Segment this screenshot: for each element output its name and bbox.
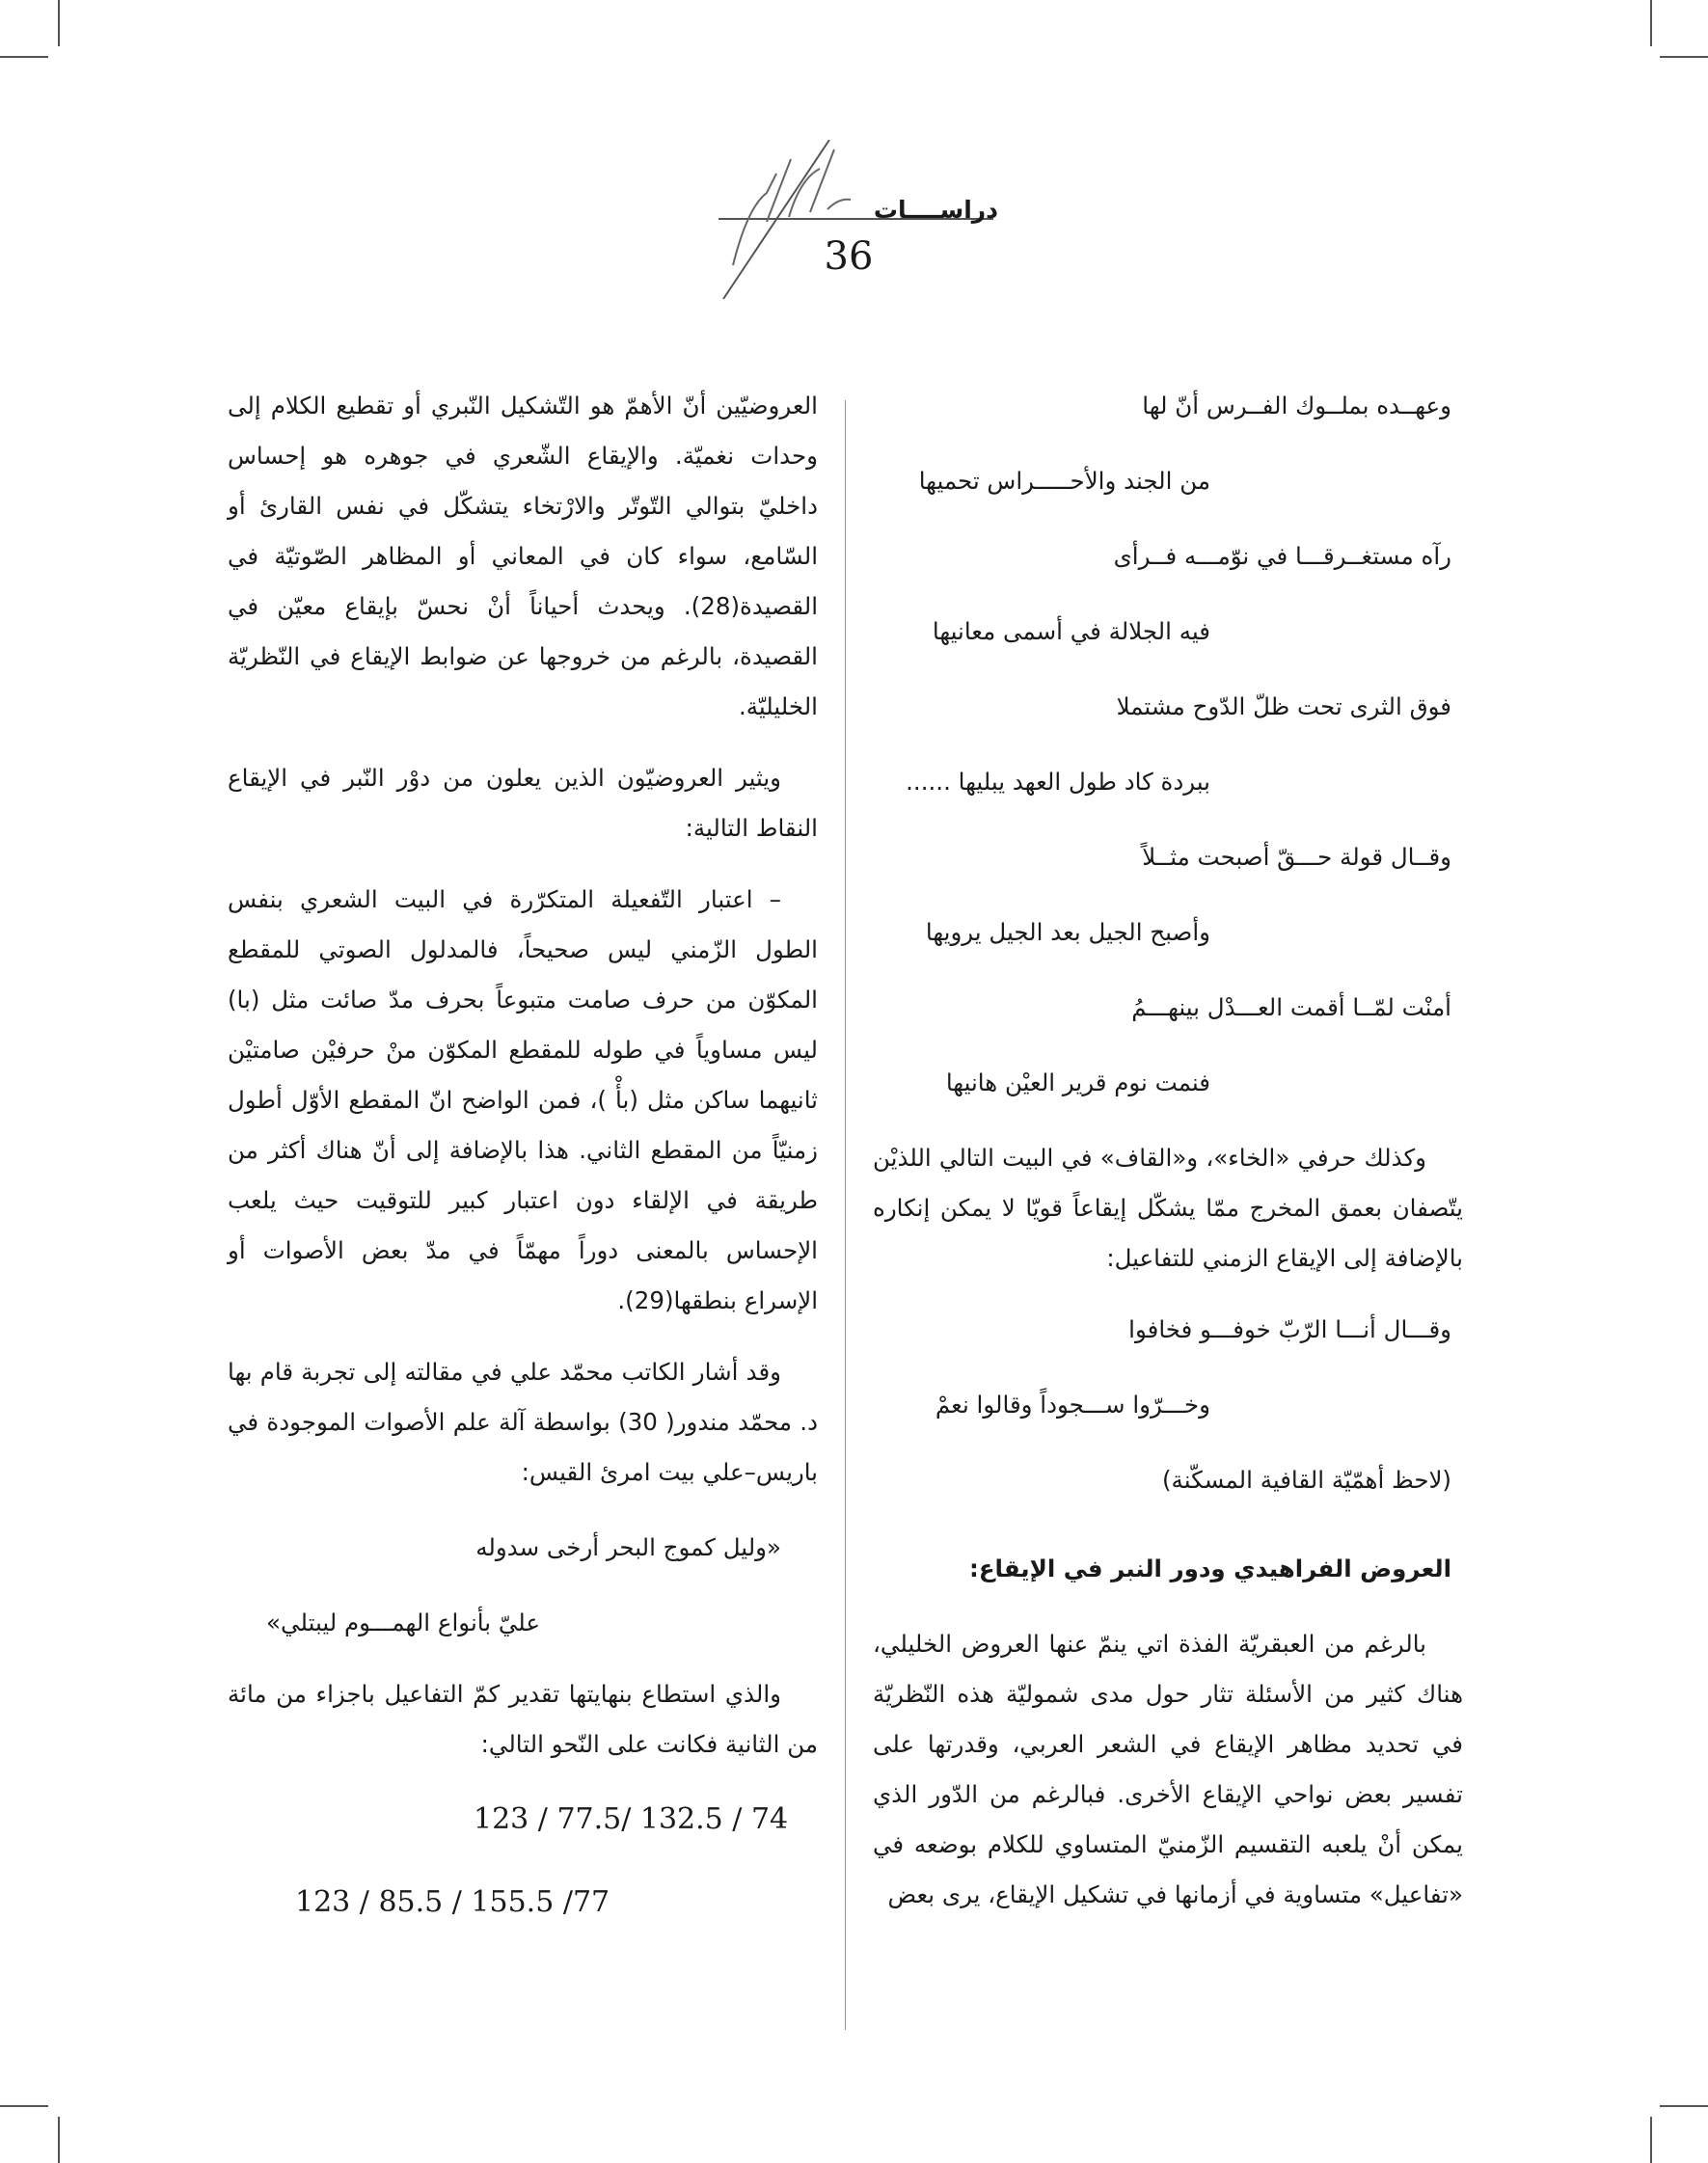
page-header bbox=[675, 140, 1042, 299]
verse-line: وعهــده بملــوك الفــرس أنّ لها bbox=[1142, 392, 1451, 419]
quote-line: عليّ بأنواع الهمـــوم ليبتلي» bbox=[266, 1609, 540, 1636]
quote-line: «وليل كموج البحر أرخى سدوله bbox=[475, 1533, 781, 1561]
crop-mark-bottom-right-v bbox=[1650, 2117, 1652, 2163]
crop-mark-bottom-left-h bbox=[0, 2105, 48, 2107]
verse-line: وقـــال أنـــا الرّبّ خوفـــو فخافوا bbox=[1128, 1315, 1451, 1343]
verse-line: من الجند والأحـــــراس تحميها bbox=[918, 467, 1210, 495]
measurement-values: 123 / 85.5 / 155.5 /77 bbox=[295, 1885, 610, 1919]
crop-mark-top-left-h bbox=[0, 56, 48, 58]
measurement-values: 123 / 77.5/ 132.5 / 74 bbox=[474, 1802, 789, 1836]
paragraph: بالرغم من العبقريّة الفذة اتي ينمّ عنها العروض الخليلي، هناك كثير من الأسئلة تثار حول مدى شموليّة هذه النّظريّة في تحديد مظاهر الإيقاع في الشعر العربي، وقدرتها على تفسير بعض نواحي الإيقاع الأخرى. فبالرغم من الدّور الذي يمكن أنْ يلعبه التقسيم الزّمنيّ المتساوي للكلام بوضعه في «تفاعيل» متساوية في أزمانها في تشكيل الإيقاع، يرى بعض bbox=[873, 1630, 1463, 1908]
verse-line: فوق الثرى تحت ظلّ الدّوح مشتملا bbox=[1116, 692, 1451, 720]
crop-mark-top-right-h bbox=[1660, 56, 1708, 58]
note: (لاحظ أهمّيّة القافية المسكّنة) bbox=[1162, 1466, 1451, 1494]
section-heading: العروض الفراهيدي ودور النبر في الإيقاع: bbox=[969, 1555, 1451, 1582]
column-divider bbox=[845, 400, 846, 2030]
verse-line: رآه مستغــرقـــا في نوّمـــه فــرأى bbox=[1113, 542, 1451, 570]
paragraph: ويثير العروضيّون الذين يعلون من دوْر النّبر في الإيقاع النقاط التالية: bbox=[228, 764, 818, 842]
crop-mark-bottom-left-v bbox=[58, 2117, 60, 2163]
paragraph: والذي استطاع بنهايتها تقدير كمّ التفاعيل باجزاء من مائة من الثانية فكانت على النّحو التالي: bbox=[228, 1680, 818, 1758]
section-label: دراســــات bbox=[873, 196, 998, 224]
verse-line: ببردة كاد طول العهد يبليها ...... bbox=[906, 768, 1210, 796]
page-number: 36 bbox=[824, 234, 874, 279]
right-column bbox=[873, 381, 1463, 1920]
verse-line: فنمت نوم قرير العيْن هانيها bbox=[945, 1068, 1210, 1096]
verse-line: فيه الجلالة في أسمى معانيها bbox=[932, 617, 1210, 645]
paragraph: وكذلك حرفي «الخاء»، و«القاف» في البيت التالي اللذيْن يتّصفان بعمق المخرج ممّا يشكّل إيقاعاً قويّا لا يمكن إنكاره بالإضافة إلى الإيقاع الزمني للتفاعيل: bbox=[873, 1144, 1463, 1272]
crop-mark-top-right-v bbox=[1650, 0, 1652, 46]
verse-line: وأصبح الجيل بعد الجيل يرويها bbox=[925, 918, 1210, 946]
paragraph: العروضيّين أنّ الأهمّ هو التّشكيل النّبري أو تقطيع الكلام إلى وحدات نغميّة. والإيقاع الشّعري في جوهره هو إحساس داخليّ بتوالي التّوتّر والارْتخاء يتشكّل في نفس القارئ أو السّامع، سواء كان في المعاني أو المظاهر الصّوتيّة في القصيدة(28). ويحدث أحياناً أنْ نحسّ بإيقاع معيّن في القصيدة، بالرغم من خروجها عن ضوابط الإيقاع في النّظريّة الخليليّة. bbox=[228, 392, 818, 720]
verse-line: أمنْت لمّــا أقمت العـــدْل بينهـــمُ bbox=[1131, 993, 1451, 1021]
paragraph: وقد أشار الكاتب محمّد علي في مقالته إلى تجربة قام بها د. محمّد مندور( 30) بواسطة آلة علم الأصوات الموجودة في باريس–علي بيت امرئ القيس: bbox=[228, 1358, 819, 1486]
crop-mark-bottom-right-h bbox=[1660, 2105, 1708, 2107]
verse-line: وقــال قولة حـــقّ أصبحت مثــلاً bbox=[1142, 843, 1451, 871]
left-column bbox=[228, 381, 818, 1924]
paragraph: – اعتبار التّفعيلة المتكرّرة في البيت الشعري بنفس الطول الزّمني ليس صحيحاً، فالمدلول الصوتي للمقطع المكوّن من حرف صامت متبوعاً بحرف مدّ صائت مثل (با) ليس مساوياً في طوله للمقطع المكوّن منْ حرفيْن صامتيْن ثانيهما ساكن مثل (بأْ )، فمن الواضح انّ المقطع الأوّل أطول زمنيّاً من المقطع الثاني. هذا بالإضافة إلى أنّ هناك أكثر من طريقة في الإلقاء دون اعتبار كبير للتوقيت حيث يلعب الإحساس بالمعنى دوراً مهمّاً في مدّ بعض الأصوات أو الإسراع بنطقها(29). bbox=[228, 885, 818, 1314]
verse-line: وخـــرّوا ســـجوداً وقالوا نعمْ bbox=[935, 1391, 1210, 1419]
crop-mark-top-left-v bbox=[58, 0, 60, 46]
